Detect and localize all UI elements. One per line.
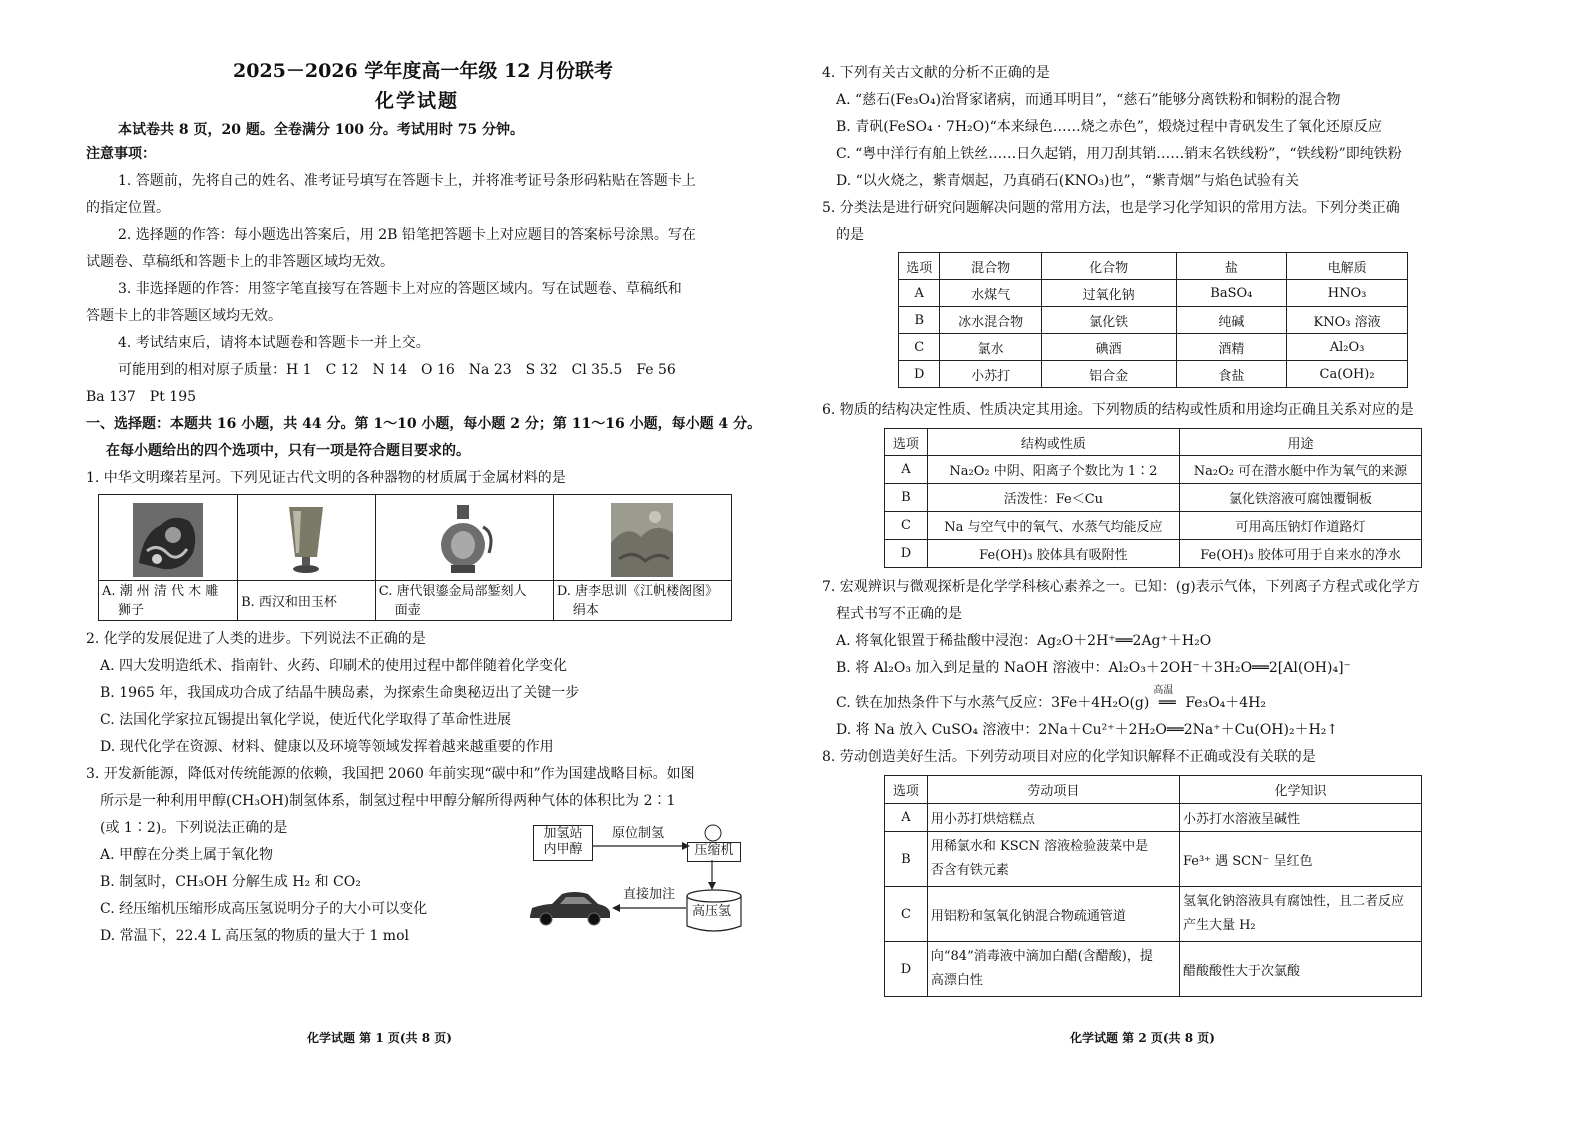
option-d: D. “以火烧之，紫青烟起，乃真硝石(KNO₃)也”，“紫青烟”与焰色试验有关 [836,173,1299,189]
notice-item: 的指定位置。 [86,200,170,216]
equals-sign: ══ [1158,695,1176,711]
option-b: B. 制氢时，CH₃OH 分解生成 H₂ 和 CO₂ [100,874,361,890]
cell-line: Fe³⁺ 遇 SCN⁻ 呈红色 [1182,853,1313,869]
option-c-right: Fe₃O₄＋4H₂ [1185,695,1267,711]
option-a: A. 甲醇在分类上属于氧化物 [100,847,274,863]
cell: 碘酒 [1041,334,1176,361]
page-footer-right: 化学试题 第 2 页(共 8 页) [1070,1031,1215,1045]
question-1-table [98,494,732,621]
table-row [885,832,1422,887]
exam-title: 2025－2026 学年度高一年级 12 月份联考 [233,60,614,82]
image-cell [553,495,731,581]
tank-label: 高压氢 [692,904,732,919]
compressor-top-icon [700,822,726,844]
cell: C [885,887,928,942]
question-3-stem: 3. 开发新能源，降低对传统能源的依赖，我国把 2060 年前实现“碳中和”作为国建战略目标。如图 [86,766,695,782]
cell: C [885,512,928,540]
question-1-stem: 1. 中华文明璨若星河。下列见证古代文明的各种器物的材质属于金属材料的是 [86,470,566,486]
cell: KNO₃ 溶液 [1287,307,1408,334]
cell: BaSO₄ [1176,280,1287,307]
cell: 冰水混合物 [940,307,1041,334]
cell: A [899,280,940,307]
question-5-stem: 5. 分类法是进行研究问题解决问题的常用方法，也是学习化学知识的常用方法。下列分类正确 [822,200,1400,216]
question-8-stem: 8. 劳动创造美好生活。下列劳动项目对应的化学知识解释不正确或没有关联的是 [822,749,1316,765]
table-header: 选项 [899,253,940,280]
cell: Na₂O₂ 中阴、阳离子个数比为 1∶2 [927,456,1179,484]
condition-label: 高温 [1153,685,1174,696]
cell: Fe(OH)₃ 胶体可用于自来水的净水 [1179,540,1421,568]
option-c: C. “粤中洋行有舶上铁丝……日久起销，用刀刮其销……销末名铁线粉”，“铁线粉”即纯铁粉 [836,146,1402,162]
option-b: B. 将 Al₂O₃ 加入到足量的 NaOH 溶液中：Al₂O₃＋2OH⁻＋3H₂O══2[Al(OH)₄]⁻ [836,660,1351,676]
notice-item: 1. 答题前，先将自己的姓名、准考证号填写在答题卡上，并将准考证号条形码粘贴在答题卡上 [118,173,696,189]
question-6-stem: 6. 物质的结构决定性质、性质决定其用途。下列物质的结构或性质和用途均正确且关系对应的是 [822,402,1414,418]
car-icon [526,888,612,928]
cell: A [885,804,928,832]
table-row [885,540,1422,568]
cell-line: 用稀氯水和 KSCN 溶液检验菠菜中是 [930,839,1149,854]
table-header: 结构或性质 [927,429,1179,456]
cell: 活泼性：Fe＜Cu [927,484,1179,512]
table-header: 混合物 [940,253,1041,280]
option-d: D. 常温下，22.4 L 高压氢的物质的量大于 1 mol [100,928,409,944]
cell: D [885,540,928,568]
option-a: A. 四大发明造纸术、指南针、火药、印刷术的使用过程中都伴随着化学变化 [100,658,568,674]
table-row [885,456,1422,484]
section-heading: 一、选择题：本题共 16 小题，共 44 分。第 1～10 小题，每小题 2 分；第 11～16 小题，每小题 4 分。 [86,416,762,432]
table-row [899,307,1408,334]
cell-line: 向“84”消毒液中滴加白醋(含醋酸)，提 [930,949,1153,964]
cell [1179,942,1421,997]
compressor-label: 压缩机 [694,843,734,858]
option-c: C. 法国化学家拉瓦锡提出氧化学说，使近代化学取得了革命性进展 [100,712,512,728]
cell: B [885,484,928,512]
cell: 食盐 [1176,361,1287,388]
arrow-right-icon [590,836,690,860]
table-row [899,361,1408,388]
jade-cup-image [283,503,329,577]
cell [927,942,1179,997]
cell: A [885,456,928,484]
option-b: B. 青矾(FeSO₄ · 7H₂O)“本来绿色……烧之赤色”，煅烧过程中青矾发生了氧化还原反应 [836,119,1382,135]
question-7-stem: 程式书写不正确的是 [836,606,962,622]
section-subheading: 在每小题给出的四个选项中，只有一项是符合题目要求的。 [106,443,470,459]
cell: C [899,334,940,361]
station-label: 加氢站 [543,826,583,841]
question-4-stem: 4. 下列有关古文献的分析不正确的是 [822,65,1050,81]
table-row [885,942,1422,997]
compressor-box [687,842,741,862]
question-5-table [898,252,1408,388]
cell-line: 醋酸酸性大于次氯酸 [1182,963,1300,979]
image-cell [375,495,553,581]
table-header: 电解质 [1287,253,1408,280]
notice-item: 答题卡上的非答题区域均无效。 [86,308,282,324]
image-cell [238,495,376,581]
table-header: 选项 [885,429,928,456]
table-header: 化学知识 [1179,776,1421,804]
cell: 水煤气 [940,280,1041,307]
cell: 酒精 [1176,334,1287,361]
cell-line: 用小苏打烘焙糕点 [930,812,1035,827]
option-c: C. 经压缩机压缩形成高压氢说明分子的大小可以变化 [100,901,428,917]
option-b: B. 1965 年，我国成功合成了结晶牛胰岛素，为探索生命奥秘迈出了关键一步 [100,685,580,701]
option-c: C. 唐代银鎏金局部錾刻人 [378,583,527,599]
option-c [836,685,1267,712]
cell-line: 用铝粉和氢氧化钠混合物疏通管道 [930,908,1126,924]
methanol-station-box [533,825,593,861]
question-8-table [884,775,1422,997]
cell: B [899,307,940,334]
question-2-stem: 2. 化学的发展促进了人类的进步。下列说法不正确的是 [86,631,426,647]
table-header: 劳动项目 [927,776,1179,804]
cell: D [885,942,928,997]
option-a-cont: 狮子 [118,602,145,618]
cell-line: 产生大量 H₂ [1182,918,1256,933]
option-d-cont: 绢本 [572,602,599,618]
notice-heading: 注意事项： [86,146,156,162]
cell: 铝合金 [1041,361,1176,388]
cell: HNO₃ [1287,280,1408,307]
refuel-label: 直接加注 [623,887,676,902]
cell-line: 氢氧化钠溶液具有腐蚀性，且二者反应 [1182,894,1404,909]
notice-item: 2. 选择题的作答：每小题选出答案后，用 2B 铅笔把答题卡上对应题目的答案标号涂黑。写在 [118,227,696,243]
question-6-table [884,428,1422,568]
cell: D [899,361,940,388]
cell: Fe(OH)₃ 胶体具有吸附性 [927,540,1179,568]
table-row [899,280,1408,307]
notice-item: 3. 非选择题的作答：用签字笔直接写在答题卡上对应的答题区域内。写在试题卷、草稿纸和 [118,281,682,297]
in-situ-label: 原位制氢 [612,826,665,841]
cell [1179,887,1421,942]
notice-item: 4. 考试结束后，请将本试题卷和答题卡一并上交。 [118,335,430,351]
question-5-stem: 的是 [836,227,864,243]
cell-line: 高漂白性 [930,973,983,988]
option-b: B. 西汉和田玉杯 [238,581,376,621]
wood-lion-image [133,503,203,577]
cell [1179,832,1421,887]
option-a: A. 将氧化银置于稀盐酸中浸泡：Ag₂O＋2H⁺══2Ag⁺＋H₂O [836,633,1212,649]
table-header: 盐 [1176,253,1287,280]
cell: 氯水 [940,334,1041,361]
table-row [885,512,1422,540]
atomic-masses: Ba 137 Pt 195 [86,389,197,405]
table-header: 化合物 [1041,253,1176,280]
cell [1179,804,1421,832]
cell: 过氧化钠 [1041,280,1176,307]
notice-item: 试题卷、草稿纸和答题卡上的非答题区域均无效。 [86,254,394,270]
cell: Al₂O₃ [1287,334,1408,361]
option-a: A. 潮 州 清 代 木 雕 [102,583,219,599]
cell: 小苏打 [940,361,1041,388]
page-footer-left: 化学试题 第 1 页(共 8 页) [307,1031,452,1045]
option-d: D. 将 Na 放入 CuSO₄ 溶液中：2Na＋Cu²⁺＋2H₂O══2Na⁺＋Cu(OH)₂＋H₂↑ [836,722,1339,738]
cell: Na 与空气中的氧气、水蒸气均能反应 [927,512,1179,540]
station-label: 内甲醇 [543,842,583,857]
option-a: A. “慈石(Fe₃O₄)治肾家诸病，而通耳明目”，“慈石”能够分离铁粉和铜粉的混合物 [836,92,1341,108]
image-cell [99,495,238,581]
cell: 可用高压钠灯作道路灯 [1179,512,1421,540]
arrow-left-icon [612,900,688,916]
option-d: D. 唐李思训《江帆楼阁图》 [556,583,719,599]
cell: Na₂O₂ 可在潜水艇中作为氧气的来源 [1179,456,1421,484]
table-row [885,484,1422,512]
table-row [899,334,1408,361]
cell [927,804,1179,832]
cell: Ca(OH)₂ [1287,361,1408,388]
atomic-masses: 可能用到的相对原子质量：H 1 C 12 N 14 O 16 Na 23 S 32 Cl 35.5 Fe 56 [118,362,676,378]
question-3-stem: (或 1∶2)。下列说法正确的是 [100,820,288,836]
silk-painting-image [611,503,673,577]
table-header: 用途 [1179,429,1421,456]
subject-title: 化学试题 [375,90,460,112]
arrow-down-icon [704,860,720,890]
cell: 纯碱 [1176,307,1287,334]
table-header: 选项 [885,776,928,804]
cell: 氯化铁 [1041,307,1176,334]
cell-line: 否含有铁元素 [930,863,1009,878]
cell: 氯化铁溶液可腐蚀覆铜板 [1179,484,1421,512]
question-7-stem: 7. 宏观辨识与微观探析是化学学科核心素养之一。已知：(g)表示气体，下列离子方程式或化学方 [822,579,1420,595]
table-row [885,804,1422,832]
silver-pot-image [433,503,495,577]
option-c-left: C. 铁在加热条件下与水蒸气反应：3Fe＋4H₂O(g) [836,695,1150,711]
cell-line: 小苏打水溶液呈碱性 [1182,812,1300,827]
table-row [885,887,1422,942]
cell: B [885,832,928,887]
option-c-cont: 面壶 [394,602,421,618]
exam-intro: 本试卷共 8 页，20 题。全卷满分 100 分。考试用时 75 分钟。 [118,122,525,138]
cell [927,887,1179,942]
equation-condition [1149,685,1185,712]
cell [927,832,1179,887]
question-3-stem: 所示是一种利用甲醇(CH₃OH)制氢体系，制氢过程中甲醇分解所得两种气体的体积比为 2∶1 [100,793,676,809]
option-d: D. 现代化学在资源、材料、健康以及环境等领域发挥着越来越重要的作用 [100,739,554,755]
